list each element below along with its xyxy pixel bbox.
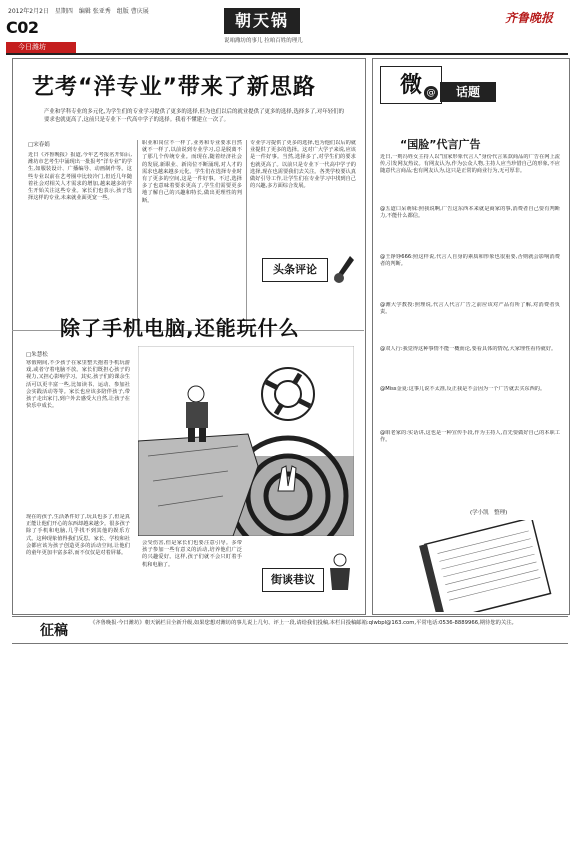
weibo-comment: @双人行:我觉得这种事情不能一概而论,要看具体的情况,大家理性看待就好。 (380, 346, 557, 352)
weibo-comment: @王铮铮666:照这样说,代言人自身的素质和形象也很重要,否则就会影响消费者的判断。 (380, 254, 560, 268)
street-talk-stamp: 街谈巷议 (262, 568, 324, 592)
at-symbol-icon: @ (424, 86, 438, 100)
person-figure-icon (324, 552, 356, 592)
header-rule (6, 53, 568, 55)
article2-col2: 现在的孩子,生活条件好了,玩具也多了,但是真正能让他们开心的东西却越来越少。很多孩子除了手机和电脑,几乎找不到其他的娱乐方式。这种现象值得我们反思。家长、学校和社会都应该为孩子创造更多的活动空间,让他们的童年更加丰富多彩,而不仅仅是对着屏幕。 (26, 514, 130, 557)
article1-col2: 职业和岗位不一样了,业务和专业要求自然就不一样了,以前说到专业学习,总是脱离不了那几个传统专业。而现在,随着经济社会的发展,新职业、新岗位不断涌现,对人才的需求也越来越多元化。学生们在选择专业时有了更多的空间,这是一件好事。不过,选择多了也意味着要求更高了,学生们需要更多地了解自己的兴趣和特长,做出更理性的判断。 (142, 140, 242, 204)
notebook-icon (412, 520, 562, 612)
article2-col3: 会受伤害,但是家长们也要注意引导。多带孩子参加一些有意义的活动,培养他们广泛的兴趣爱好。这样,孩子们就不会只盯着手机和电脑了。 (142, 540, 242, 568)
pen-icon (330, 252, 356, 284)
article1-title: 艺考“洋专业”带来了新思路 (32, 75, 316, 100)
column-divider (137, 140, 138, 325)
topic-label: 话题 (440, 82, 496, 102)
article1-col3: 专业学习提供了更多的选择,也为他们以后的就业提供了更多的选择。这对广大学子来说,应该是一件好事。当然,选择多了,对学生们的要求也就更高了。以前只是专业下一代高中学子的选择,现在也需要我们去关注。各类学校要认真做好引导工作,让学生们在专业学习中找到自己的兴趣,多方面综合发展。 (250, 140, 356, 190)
weibo-comment: @咱老家的:实话讲,这也是一种宣传手段,作为主持人,首先要做好自己的本职工作。 (380, 430, 560, 444)
article2-col1: 寒假期间,不少孩子在家里整天抱着手机玩游戏,或者守着电脑不放。家长们既担心孩子的视力,又担心影响学习。其实,孩子们的课余生活可以更丰富一些,比如读书、运动、参加社会实践活动等等。家长也应该多陪伴孩子,带孩子走出家门,到户外去感受大自然,让孩子在快乐中成长。 (26, 360, 130, 410)
date-line: 2012年2月2日 星期四 编辑 张亚秀 组版 曹庆展 (8, 8, 149, 15)
article2-title: 除了手机电脑,还能玩什么 (60, 316, 300, 340)
brand-logo: 齐鲁晚报 (505, 11, 554, 25)
column-masthead: 朝天锅 (224, 8, 300, 34)
article1-col1: 近日《齐鲁晚报》报道,今年艺考报名开始后,潍坊市艺考生中涌现出一批报考“洋专业”的学生,如服装设计、广播编导、动画制作等。这些专业以前在艺考圈中比较冷门,但近几年随着社会对相关人才需求的增加,越来越多的学生开始关注这些专业。家长们也表示,孩子选择这样的专业,未来就业面更宽一些。 (28, 152, 132, 202)
cartoon-illustration (138, 346, 354, 536)
page-code: C02 (6, 18, 39, 37)
article2-author: □朱慧松 (26, 352, 48, 358)
weibo-comment: @五道口呆萌妹:照我说啊,广告这东西本来就是商家的事,消费者自己要有判断力,不能什么都信。 (380, 206, 560, 220)
column-divider (246, 140, 247, 325)
submission-label: 征稿 (40, 623, 68, 639)
submission-text: 《齐鲁晚报·今日潍坊》朝天锅栏目全新升级,如果您想对潍坊的事儿说上几句、评上一段,请给我们投稿,本栏目投稿邮箱:qlwbpl@163.com,平常电话:0536-8889966,期待您的关注。 (90, 620, 517, 626)
headline-comment-stamp: 头条评论 (262, 258, 328, 282)
weibo-logo: 微 (380, 66, 442, 104)
weibo-comment: @潍大学教授:照理说,代言人代言广告之前应该对产品有所了解,对消费者负责。 (380, 302, 560, 316)
topic-title: “国脸”代言广告 (400, 138, 481, 151)
topic-intro: 近日,一则冯姓女主持人以“国家形象代言人”身份代言某款商品的广告在网上流传,引发网友热议。有网友认为,作为公众人物,主持人应当珍惜自己的形象,不应随意代言商品;也有网友认为,这只是正常的商业行为,无可厚非。 (380, 154, 560, 175)
weibo-comment: @Miss金夏:这事儿说不太准,反正我是不会因为一个广告就去买东西的。 (380, 386, 546, 392)
section-label: 今日潍坊 (6, 42, 76, 53)
editor-credit: (学小凯 整理) (470, 510, 508, 516)
masthead-subtitle: 说咱潍坊的事儿 拉咱百姓的理儿 (224, 38, 303, 44)
article1-lead: 产业和学科专业的多元化,为学生们的专业学习提供了更多的选择,但为也们以后的就业提供了更多的选择,选择多了,对年轻们的要求也就更高了,这前只是专业下一代高中学子的选择。我看不懂建立一次了。 (44, 109, 344, 123)
article1-author: □宋春娟 (28, 142, 50, 148)
